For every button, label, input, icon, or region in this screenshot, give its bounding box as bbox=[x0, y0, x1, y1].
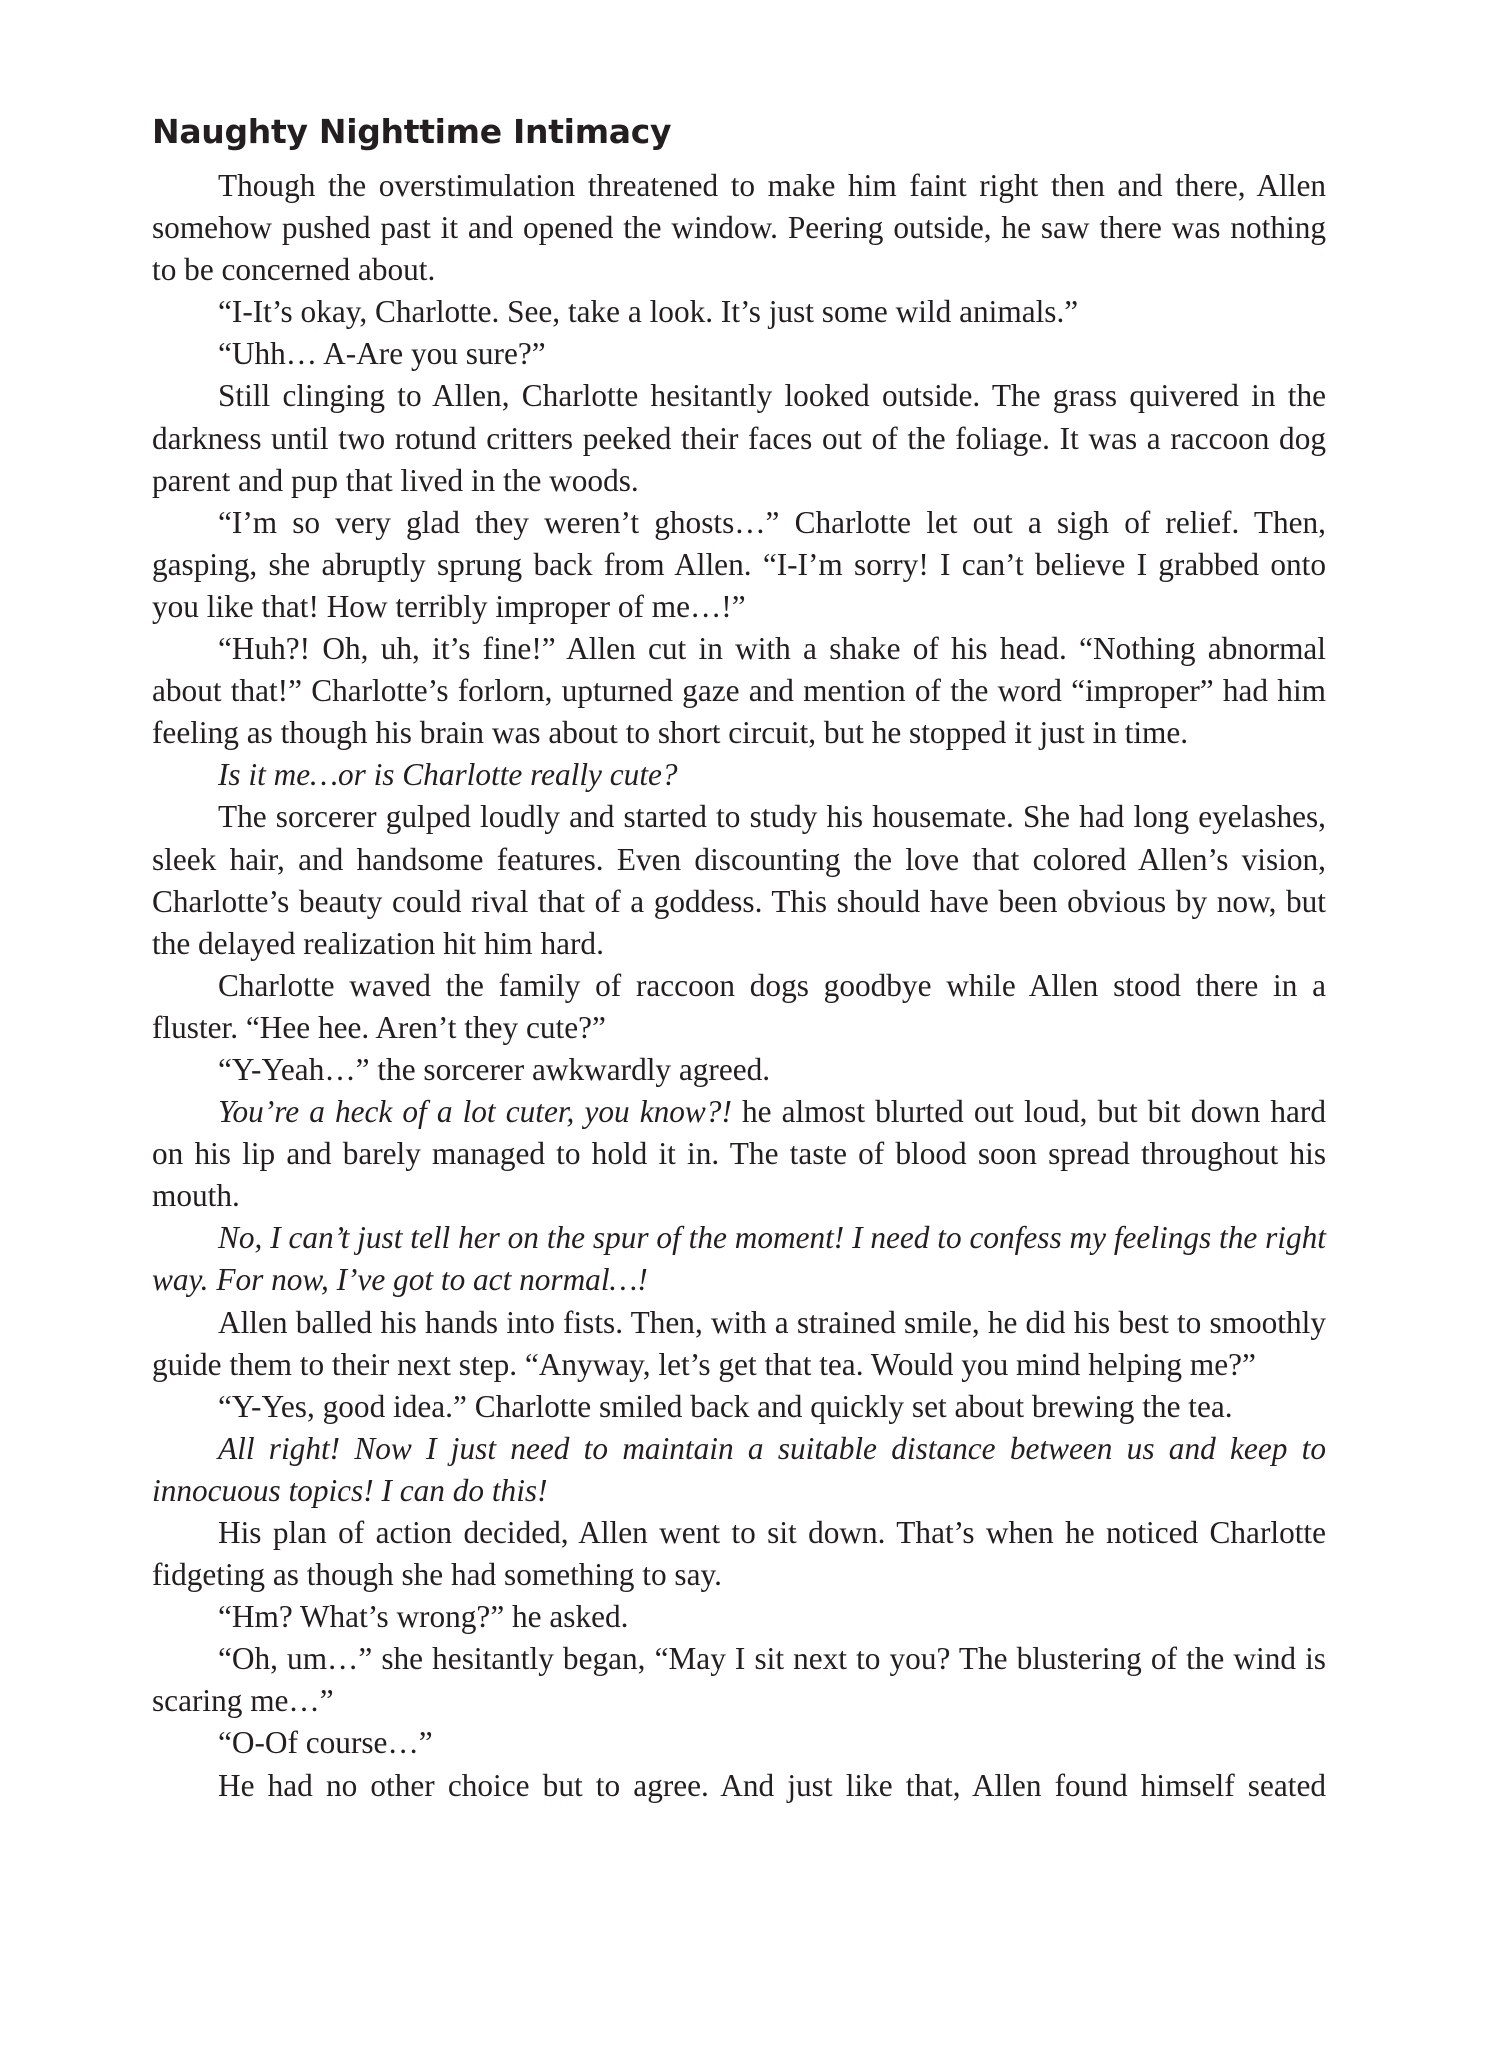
book-page bbox=[152, 108, 1326, 1807]
paragraph-text: he almost blurted out loud, but bit down hard on his lip and barely managed to hold it in. The taste of blood soon spread throughout his mouth. bbox=[152, 1094, 1326, 1214]
paragraph: His plan of action decided, Allen went to sit down. That’s when he noticed Charlotte fidgeting as though she had something to say. bbox=[152, 1515, 1326, 1593]
paragraph: “Y-Yeah…” the sorcerer awkwardly agreed. bbox=[218, 1051, 771, 1087]
paragraph bbox=[152, 1091, 1326, 1217]
paragraph: “Uhh… A-Are you sure?” bbox=[218, 336, 546, 372]
paragraph: “I’m so very glad they weren’t ghosts…” Charlotte let out a sigh of relief. Then, gasping, she abruptly sprung back from Allen. “I-I’m sorry! I can’t believe I grabbed onto you like that! How terribly improper of me…!” bbox=[152, 504, 1326, 624]
paragraph: “Y-Yes, good idea.” Charlotte smiled back and quickly set about brewing the tea. bbox=[218, 1388, 1233, 1424]
inner-thought-paragraph: Is it me…or is Charlotte really cute? bbox=[218, 757, 678, 793]
paragraph: Still clinging to Allen, Charlotte hesitantly looked outside. The grass quivered in the darkness until two rotund critters peeked their faces out of the foliage. It was a raccoon dog parent and pup that lived in the woods. bbox=[152, 378, 1326, 498]
paragraph: Allen balled his hands into fists. Then, with a strained smile, he did his best to smoothly guide them to their next step. “Anyway, let’s get that tea. Would you mind helping me?” bbox=[152, 1304, 1326, 1382]
inner-thought-paragraph: All right! Now I just need to maintain a suitable distance between us and keep to innocuous topics! I can do this! bbox=[152, 1430, 1326, 1508]
paragraph: The sorcerer gulped loudly and started to study his housemate. She had long eyelashes, sleek hair, and handsome features. Even discounting the love that colored Allen’s vision, Charlotte’s beauty could rival that of a goddess. This should have been obvious by now, but the delayed realization hit him hard. bbox=[152, 799, 1326, 961]
paragraph: “O-Of course…” bbox=[218, 1725, 433, 1761]
inner-thought-text: You’re a heck of a lot cuter, you know?! bbox=[218, 1094, 732, 1130]
paragraph: “I-It’s okay, Charlotte. See, take a look. It’s just some wild animals.” bbox=[218, 294, 1079, 330]
inner-thought-paragraph: No, I can’t just tell her on the spur of the moment! I need to confess my feelings the right way. For now, I’ve got to act normal…! bbox=[152, 1220, 1326, 1298]
paragraph: “Oh, um…” she hesitantly began, “May I sit next to you? The blustering of the wind is scaring me…” bbox=[152, 1641, 1326, 1719]
paragraph: Though the overstimulation threatened to make him faint right then and there, Allen somehow pushed past it and opened the window. Peering outside, he saw there was nothing to be concerned about. bbox=[152, 168, 1326, 288]
paragraph: Charlotte waved the family of raccoon dogs goodbye while Allen stood there in a fluster. “Hee hee. Aren’t they cute?” bbox=[152, 967, 1326, 1045]
chapter-heading: Naughty Nighttime Intimacy bbox=[152, 112, 672, 151]
paragraph: “Huh?! Oh, uh, it’s fine!” Allen cut in with a shake of his head. “Nothing abnormal about that!” Charlotte’s forlorn, upturned gaze and mention of the word “improper” had him feeling as though his brain was about to short circuit, but he stopped it just in time. bbox=[152, 631, 1326, 751]
paragraph: He had no other choice but to agree. And just like that, Allen found himself seated bbox=[218, 1767, 1326, 1803]
paragraph: “Hm? What’s wrong?” he asked. bbox=[218, 1599, 629, 1635]
body-text bbox=[152, 165, 1326, 1807]
